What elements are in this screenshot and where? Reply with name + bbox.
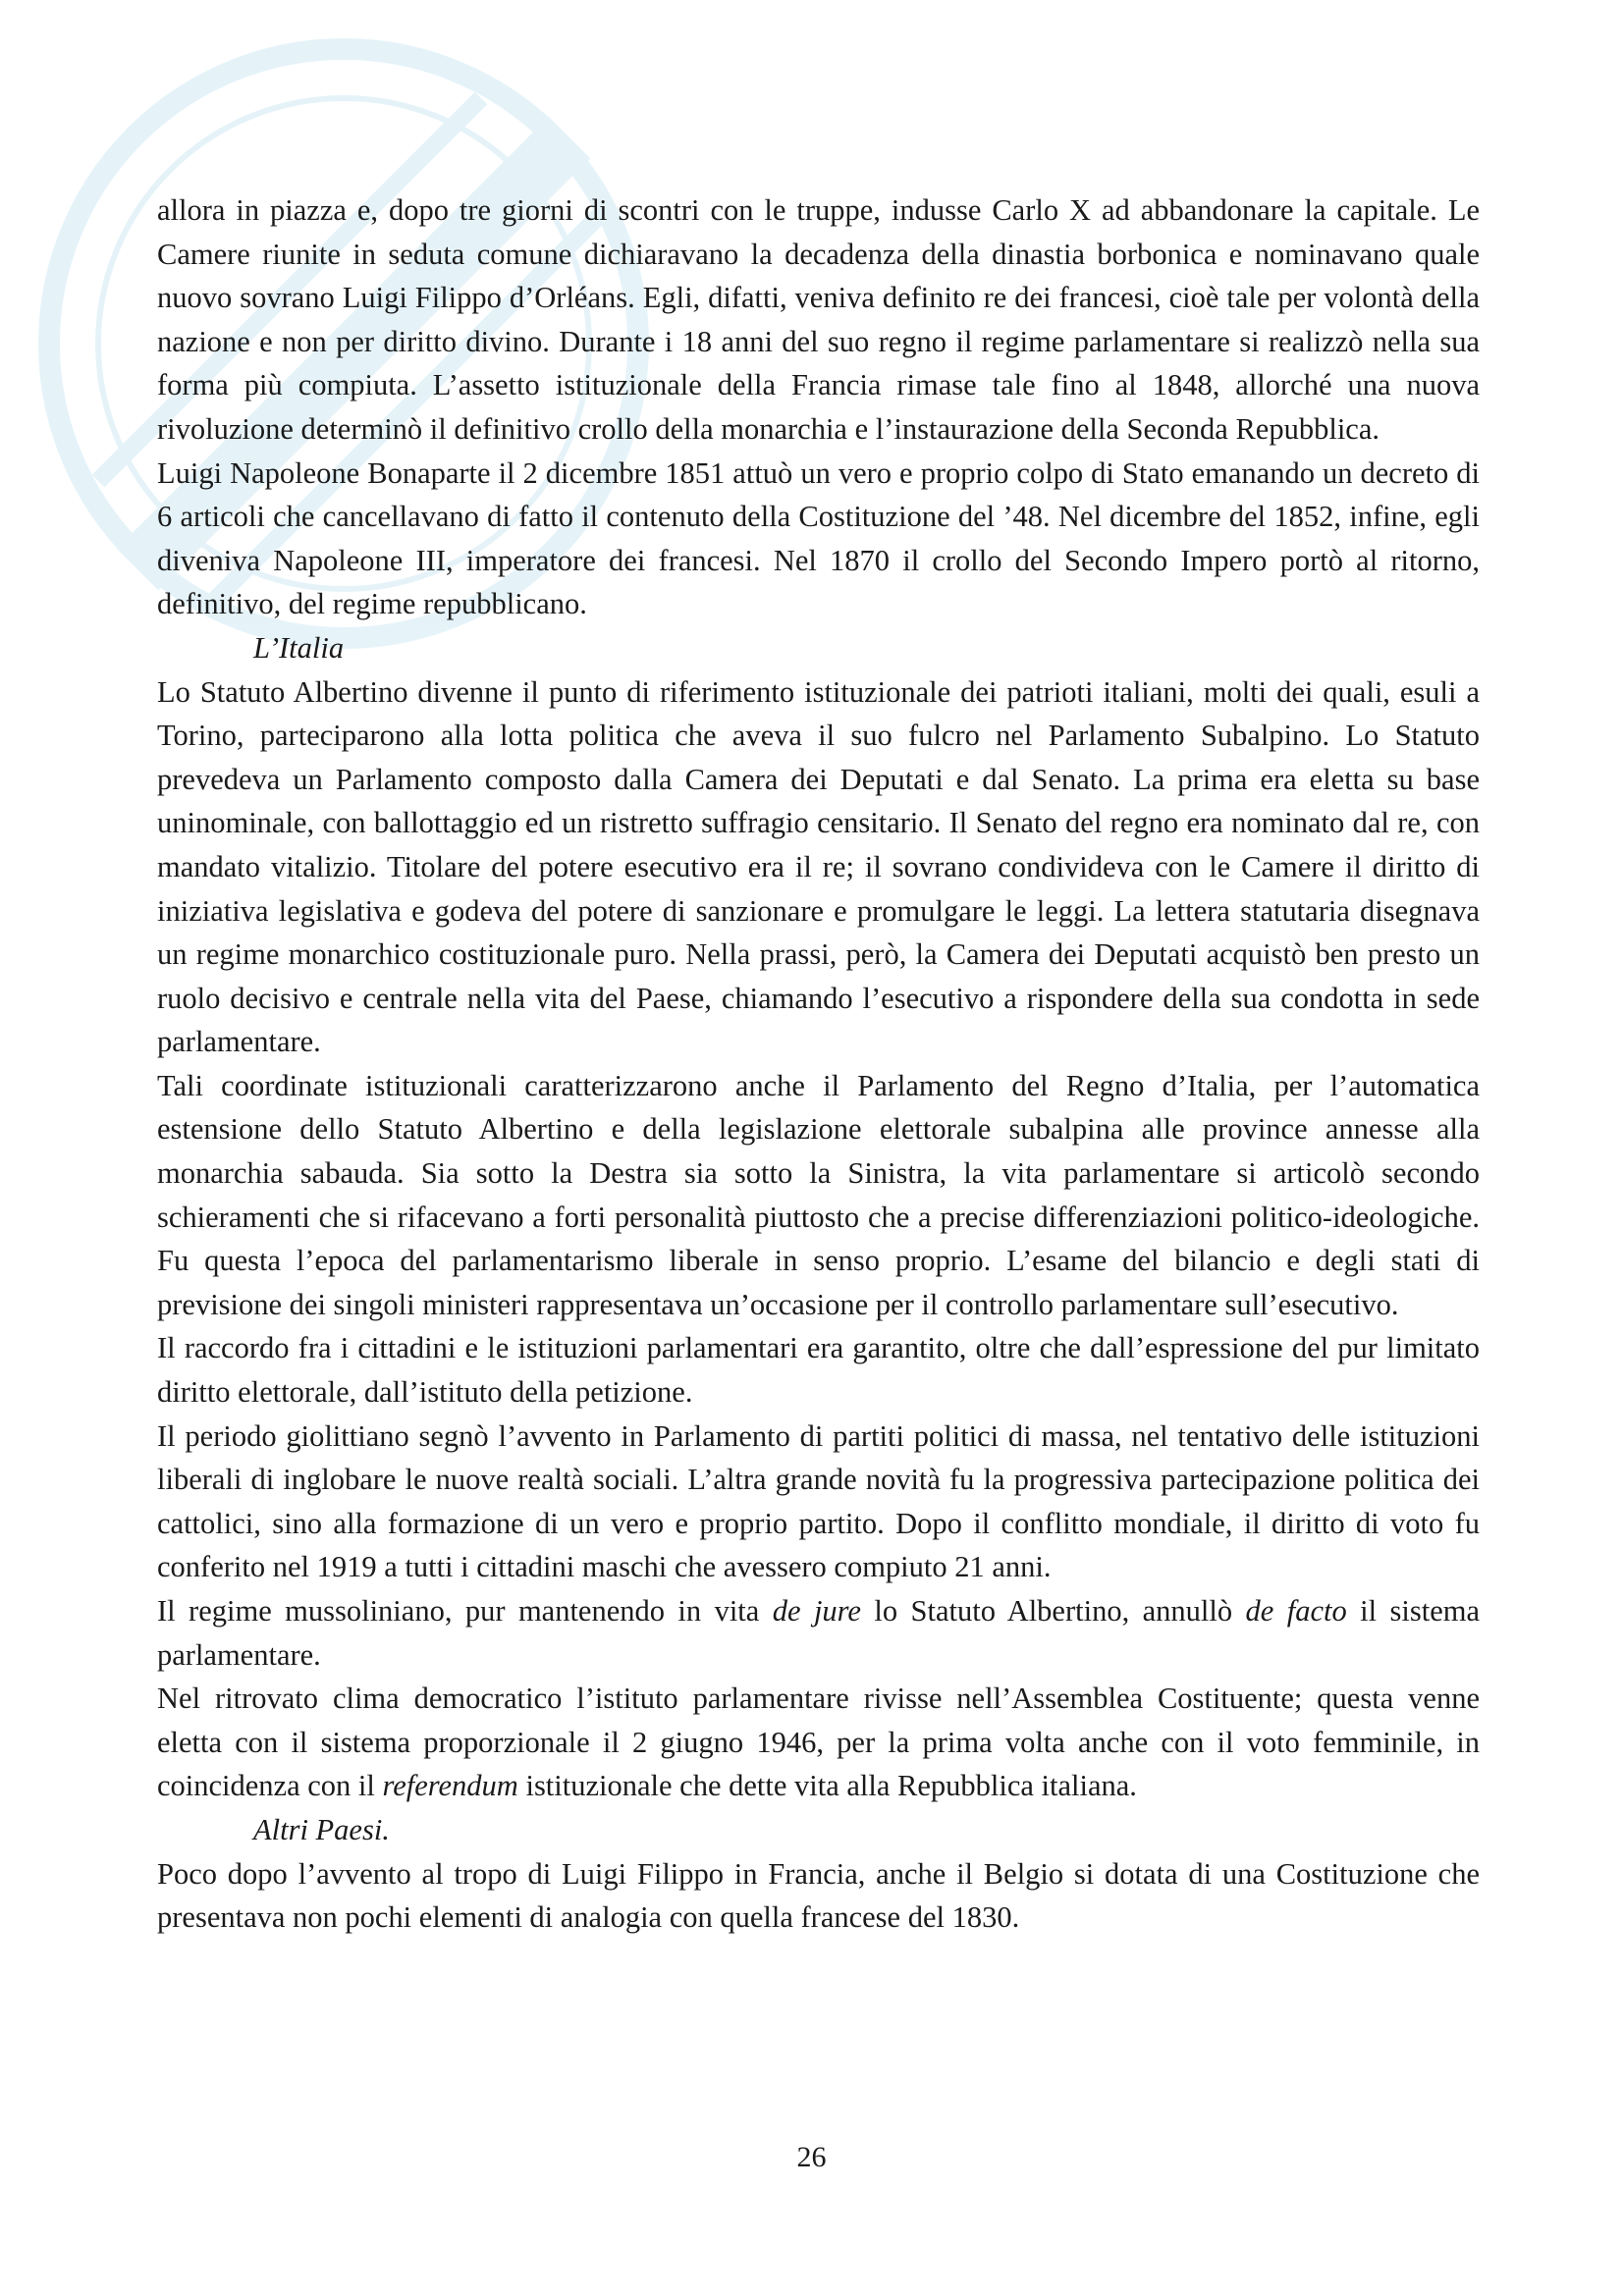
italic-term: de facto (1245, 1594, 1347, 1628)
section-heading: Altri Paesi. (253, 1812, 390, 1846)
paragraph-text: Il regime mussoliniano, pur mantenendo in vita (157, 1594, 773, 1628)
paragraph (157, 1589, 1480, 1677)
paragraph: Il periodo giolittiano segnò l’avvento in Parlamento di partiti politici di massa, nel tentativo delle istituzioni liberali di inglobare le nuove realtà sociali. L’altra grande novità fu la progressiva partecipazione politica dei cattolici, sino alla formazione di un vero e proprio partito. Dopo il conflitto mondiale, il diritto di voto fu conferito nel 1919 a tutti i cittadini maschi che avessero compiuto 21 anni. (157, 1418, 1480, 1584)
section-heading: L’Italia (253, 630, 345, 665)
paragraph: Lo Statuto Albertino divenne il punto di riferimento istituzionale dei patrioti italiani, molti dei quali, esuli a Torino, parteciparono alla lotta politica che aveva il suo fulcro nel Parlamento Subalpino. Lo Statuto prevedeva un Parlamento composto dalla Camera dei Deputati e dal Senato. La prima era eletta su base uninominale, con ballottaggio ed un ristretto suffragio censitario. Il Senato del regno era nominato dal re, con mandato vitalizio. Titolare del potere esecutivo era il re; il sovrano condivideva con le Camere il diritto di iniziativa legislativa e godeva del potere di sanzionare e promulgare le leggi. La lettera statutaria disegnava un regime monarchico costituzionale puro. Nella prassi, però, la Camera dei Deputati acquistò ben presto un ruolo decisivo e centrale nella vita del Paese, chiamando l’esecutivo a rispondere della sua condotta in sede parlamentare. (157, 674, 1480, 1059)
paragraph-text: il sistema parlamentare. (157, 1594, 1481, 1672)
paragraph: Il raccordo fra i cittadini e le istituzioni parlamentari era garantito, oltre che dall’espressione del pur limitato diritto elettorale, dall’istituto della petizione. (157, 1331, 1480, 1410)
paragraph-text: istituzionale che dette vita alla Repubblica italiana. (517, 1769, 1137, 1803)
italic-term: referendum (382, 1769, 518, 1803)
paragraph: Tali coordinate istituzionali caratterizzarono anche il Parlamento del Regno d’Italia, per l’automatica estensione dello Statuto Albertino e della legislazione elettorale subalpina alle province annesse alla monarchia sabauda. Sia sotto la Destra sia sotto la Sinistra, la vita parlamentare si articolò secondo schieramenti che si rifacevano a forti personalità piuttosto che a precise differenziazioni politico-ideologiche. Fu questa l’epoca del parlamentarismo liberale in senso proprio. L’esame del bilancio e degli stati di previsione dei singoli ministeri rappresentava un’occasione per il controllo parlamentare sull’esecutivo. (157, 1068, 1480, 1321)
paragraph (157, 1677, 1480, 1808)
paragraph: Poco dopo l’avvento al tropo di Luigi Filippo in Francia, anche il Belgio si dotata di una Costituzione che presentava non pochi elementi di analogia con quella francese del 1830. (157, 1856, 1480, 1935)
paragraph: allora in piazza e, dopo tre giorni di scontri con le truppe, indusse Carlo X ad abbandonare la capitale. Le Camere riunite in seduta comune dichiaravano la decadenza della dinastia borbonica e nominavano quale nuovo sovrano Luigi Filippo d’Orléans. Egli, difatti, veniva definito re dei francesi, cioè tale per volontà della nazione e non per diritto divino. Durante i 18 anni del suo regno il regime parlamentare si realizzò nella sua forma più compiuta. L’assetto istituzionale della Francia rimase tale fino al 1848, allorché una nuova rivoluzione determinò il definitivo crollo della monarchia e l’instaurazione della Seconda Repubblica. (157, 193, 1480, 446)
paragraph-text: Nel ritrovato clima democratico l’istituto parlamentare rivisse nell’Assemblea Costituente; questa venne eletta con il sistema proporzionale il 2 giugno 1946, per la prima volta anche con il voto femminile, in coincidenza con il (157, 1682, 1480, 1803)
document-body (157, 188, 1480, 1940)
page-number: 26 (796, 2141, 827, 2173)
italic-term: de jure (772, 1594, 861, 1628)
paragraph: Luigi Napoleone Bonaparte il 2 dicembre 1851 attuò un vero e proprio colpo di Stato emanando un decreto di 6 articoli che cancellavano di fatto il contenuto della Costituzione del ’48. Nel dicembre del 1852, infine, egli diveniva Napoleone III, imperatore dei francesi. Nel 1870 il crollo del Secondo Impero portò al ritorno, definitivo, del regime repubblicano. (157, 455, 1480, 621)
paragraph-text: lo Statuto Albertino, annullò (860, 1594, 1246, 1628)
